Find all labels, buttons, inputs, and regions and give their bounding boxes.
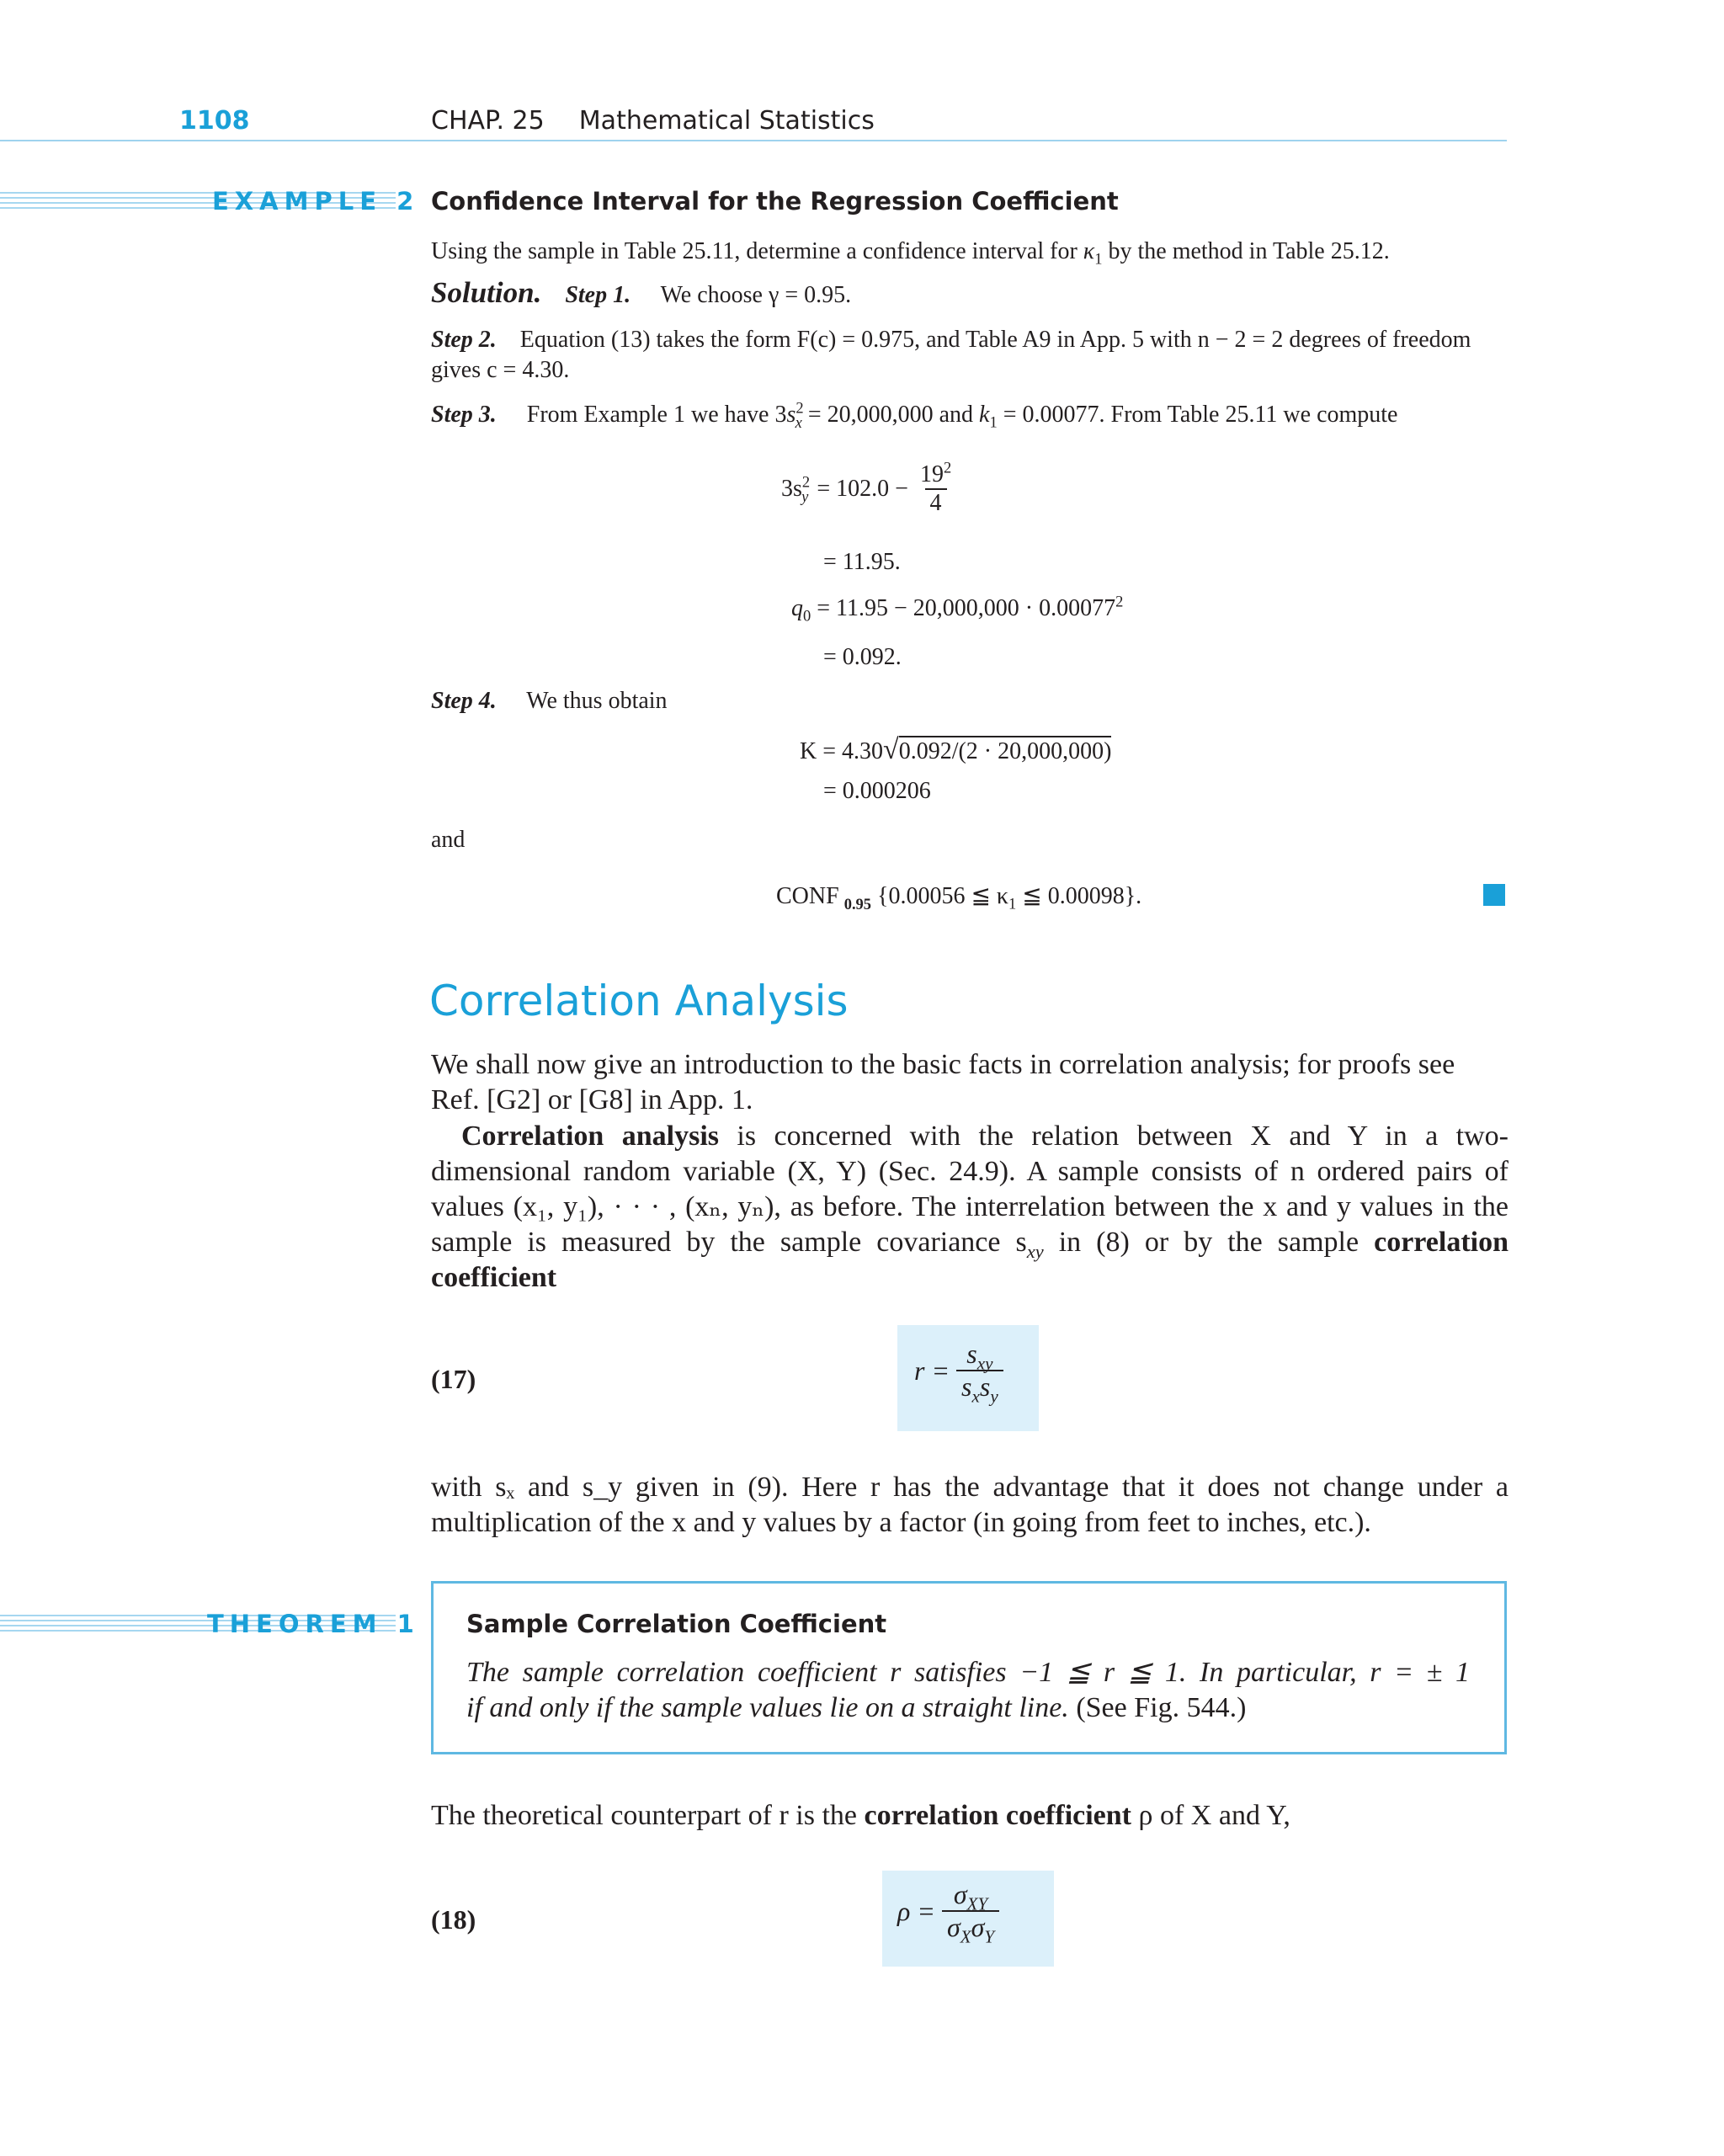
- eq17-label: (17): [431, 1364, 476, 1394]
- eq18: ρ = $\frac{\sigma_{XY}}{\sigma_X\sigma_Y}$: [897, 1879, 999, 1943]
- step2: Step 2. Equation (13) takes the form F(c) = 0.975, and Table A9 in App. 5 with n − 2 = 2 degrees of freedom gives c = 4.30.: [431, 327, 1471, 383]
- example-intro: Using the sample in Table 25.11, determine a confidence interval for $\kappa_1$ by the method in Table 25.12.: [431, 238, 1390, 268]
- example-label: EXAMPLE 2: [212, 187, 420, 216]
- end-of-example-mark: [1483, 884, 1505, 906]
- paragraph-4: The theoretical counterpart of r is the correlation coefficient ρ of X and Y,: [431, 1800, 1290, 1831]
- example-title: Confidence Interval for the Regression Coefficient: [431, 187, 1119, 216]
- section-title: Correlation Analysis: [429, 977, 849, 1025]
- page-number: 1108: [179, 106, 250, 136]
- eq18-label: (18): [431, 1904, 476, 1935]
- eq17: r = $\frac{s_{xy}}{s_xs_y}$: [914, 1339, 1003, 1403]
- conf-interval: CONF $_{0.95}$ {0.00056 ≦ $\kappa_1$ ≦ 0.00098}.: [776, 883, 1142, 913]
- paragraph-3: with sₓ and s_y given in (9). Here r has the advantage that it does not change under a multiplication of the x and y values by a factor (in going from feet to inches, etc.).: [431, 1472, 1508, 1538]
- running-head: [431, 106, 875, 136]
- header-rule: [0, 140, 1507, 141]
- eq-11-95: = 11.95.: [823, 549, 901, 575]
- theorem-label: THEOREM 1: [207, 1610, 420, 1638]
- paragraph-2: Correlation analysis is concerned with the relation between X and Y in a two- dimensional random variable (X, Y) (Sec. 24.9). A sample consists of n ordered pairs of values (x₁, y₁), · · · , (xₙ, yₙ), as before. The interrelation between the x and y values in the sample is measured by the sample covariance $s_{xy}$ in (8) or by the sample correlation coefficient: [431, 1121, 1508, 1293]
- theorem-title: Sample Correlation Coefficient: [466, 1610, 887, 1638]
- step3: Step 3. From Example 1 we have $3s^2_x = 20,000,000$ and $k_1 = 0.00077$. From Table 25.11 we compute: [431, 399, 1398, 431]
- solution-line: [431, 276, 851, 310]
- step1-label: Step 1.: [565, 282, 631, 308]
- solution-label: Solution.: [431, 276, 542, 309]
- theorem-statement: The sample correlation coefficient r satisfies −1 ≦ r ≦ 1. In particular, r = ± 1 if and only if the sample values lie on a straight line. (See Fig. 544.): [466, 1657, 1470, 1723]
- step4: Step 4. We thus obtain: [431, 688, 668, 714]
- eq-3sy2: $3s^2_y$ = 102.0 − $\frac{19^2}{4}$: [781, 459, 952, 516]
- step1-text: We choose γ = 0.95.: [660, 282, 852, 308]
- chapter-title: Mathematical Statistics: [578, 106, 875, 136]
- eq-0-092: = 0.092.: [823, 644, 902, 670]
- and-text: and: [431, 827, 466, 853]
- chapter-number: CHAP. 25: [431, 106, 545, 136]
- eq-K-value: = 0.000206: [823, 778, 931, 804]
- eq-q0: $q_0 = 11.95 - 20,000,000 \cdot 0.00077^2$: [791, 593, 1124, 625]
- eq-K: K = 4.30√0.092/(2 · 20,000,000): [800, 734, 1112, 765]
- paragraph-1: We shall now give an introduction to the basic facts in correlation analysis; for proofs see Ref. [G2] or [G8] in App. 1.: [431, 1049, 1455, 1115]
